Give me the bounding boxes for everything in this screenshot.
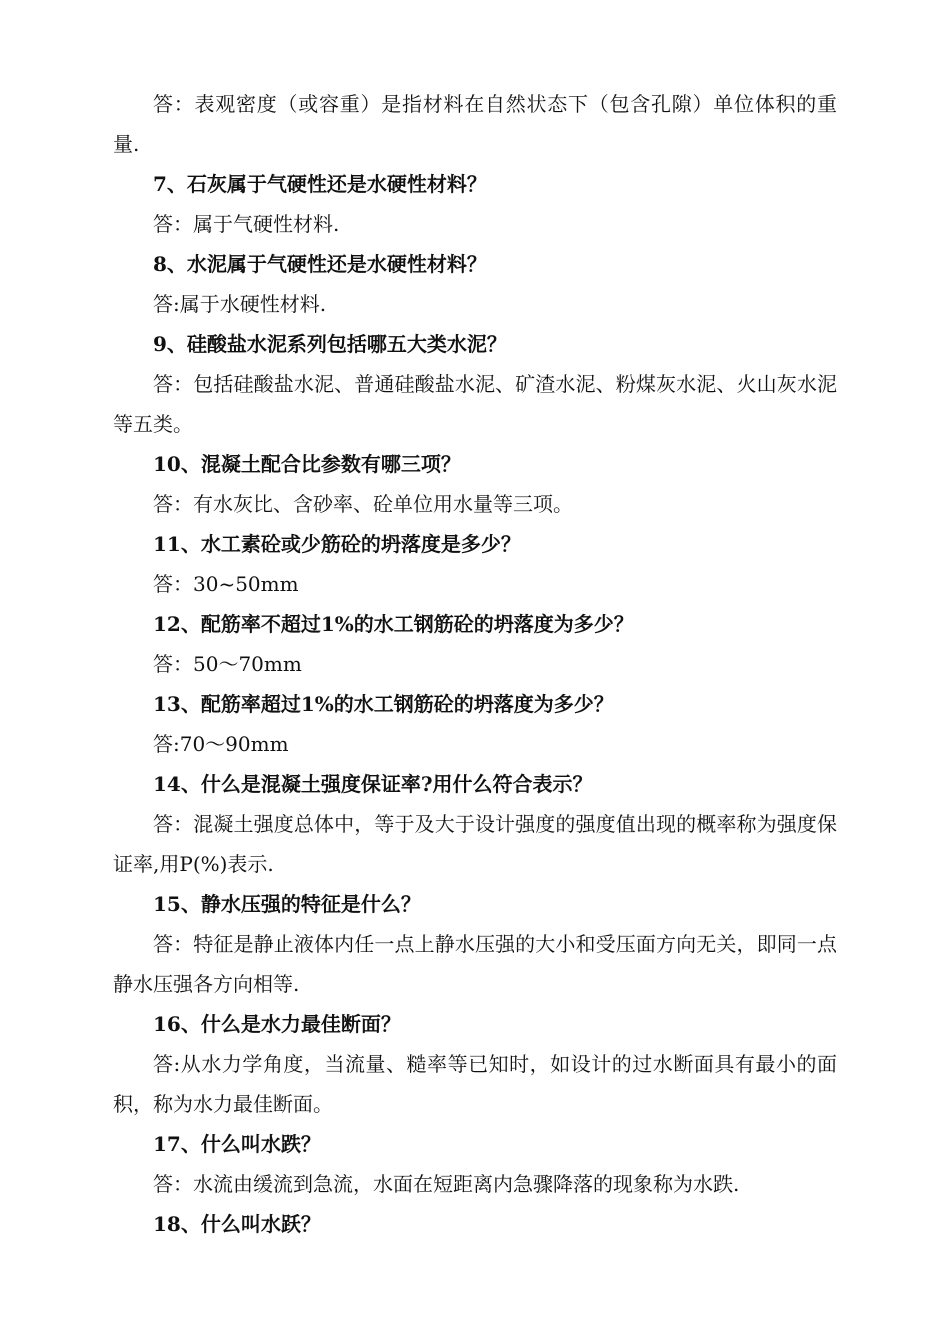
document-page	[113, 84, 837, 1244]
answer-16: 答:从水力学角度，当流量、糙率等已知时，如设计的过水断面具有最小的面积，称为水力最佳断面。	[113, 1052, 837, 1116]
answer-12: 答：50～70mm	[153, 652, 302, 676]
question-8: 8、水泥属于气硬性还是水硬性材料？	[153, 252, 487, 276]
answer-6: 答：表观密度（或容重）是指材料在自然状态下（包含孔隙）单位体积的重量.	[113, 92, 837, 156]
question-7: 7、石灰属于气硬性还是水硬性材料？	[153, 172, 487, 196]
answer-11: 答：30~50mm	[153, 572, 299, 596]
answer-8: 答:属于水硬性材料.	[153, 292, 327, 316]
question-18: 18、什么叫水跃？	[153, 1212, 321, 1236]
answer-7: 答：属于气硬性材料.	[153, 212, 340, 236]
answer-14: 答：混凝土强度总体中，等于及大于设计强度的强度值出现的概率称为强度保证率,用P(%)表示.	[113, 812, 837, 876]
question-16: 16、什么是水力最佳断面？	[153, 1012, 401, 1036]
answer-10: 答：有水灰比、含砂率、砼单位用水量等三项。	[153, 492, 573, 516]
answer-15: 答：特征是静止液体内任一点上静水压强的大小和受压面方向无关，即同一点静水压强各方向相等.	[113, 932, 837, 996]
question-12: 12、配筋率不超过1%的水工钢筋砼的坍落度为多少？	[153, 612, 634, 636]
question-10: 10、混凝土配合比参数有哪三项？	[153, 452, 461, 476]
question-13: 13、配筋率超过1%的水工钢筋砼的坍落度为多少？	[153, 692, 614, 716]
question-14: 14、什么是混凝土强度保证率?用什么符合表示？	[153, 772, 593, 796]
question-15: 15、静水压强的特征是什么？	[153, 892, 421, 916]
question-17: 17、什么叫水跌？	[153, 1132, 321, 1156]
answer-13: 答:70～90mm	[153, 732, 289, 756]
answer-9: 答：包括硅酸盐水泥、普通硅酸盐水泥、矿渣水泥、粉煤灰水泥、火山灰水泥等五类。	[113, 372, 837, 436]
answer-17: 答：水流由缓流到急流，水面在短距离内急骤降落的现象称为水跌.	[153, 1172, 740, 1196]
question-9: 9、硅酸盐水泥系列包括哪五大类水泥？	[153, 332, 507, 356]
question-11: 11、水工素砼或少筋砼的坍落度是多少？	[153, 532, 521, 556]
